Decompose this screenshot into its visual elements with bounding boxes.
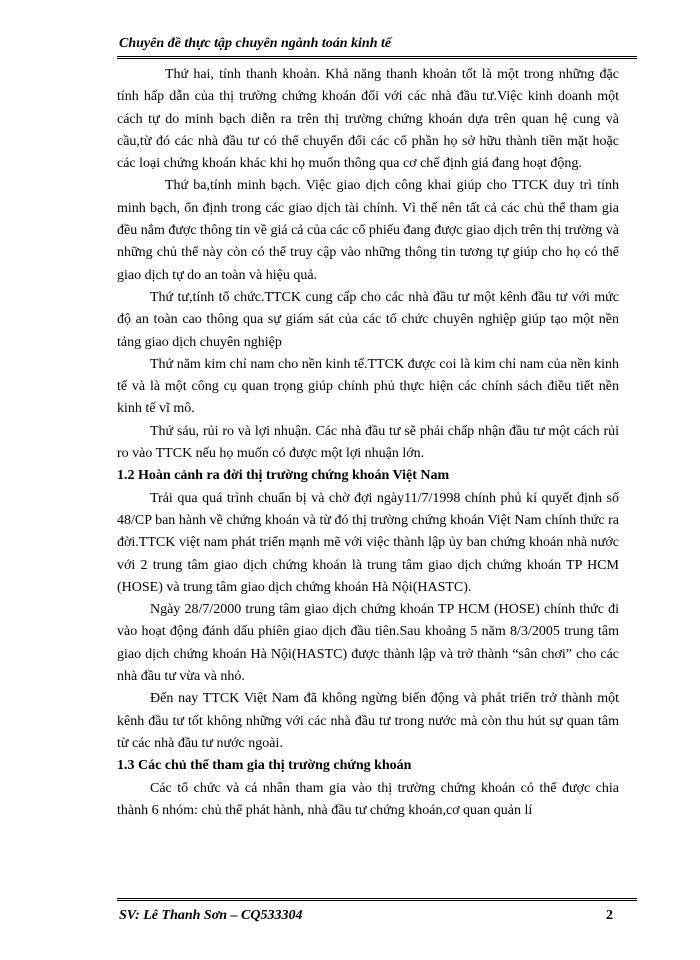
paragraph: Đến nay TTCK Việt Nam đã không ngừng biến động và phát triển trở thành một kênh đầu tư tốt không những với các nhà đầu tư trong nước mà còn thu hút sự quan tâm từ các nhà đầu tư nước ngoài.: [117, 691, 619, 751]
paragraph: Ngày 28/7/2000 trung tâm giao dịch chứng khoán TP HCM (HOSE) chính thức đi vào hoạt động đánh dấu phiên giao dịch đầu tiên.Sau khoảng 5 năm 8/3/2005 trung tâm giao dịch chứng khoán Hà Nội(HASTC) được thành lập và trở thành “sân chơi” cho các nhà đầu tư vừa và nhỏ.: [117, 602, 619, 685]
paragraph: Các tổ chức và cá nhân tham gia vào thị trường chứng khoán có thể được chia thành 6 nhóm: chủ thể phát hành, nhà đầu tư chứng khoán,cơ quan quản lí: [117, 780, 619, 818]
paragraph: Thứ ba,tính minh bạch. Việc giao dịch công khai giúp cho TTCK duy trì tính minh bạch, ổn định trong các giao dịch tài chính. Vì thế nên tất cả các chủ thể tham gia đều nắm được thông tin về giá cả của các cổ phiếu đang được giao dịch trên thị trường và những chủ thể này còn có thể truy cập vào những thông tin tương tự giúp cho họ có thể giao dịch tự do an toàn và hiệu quả.: [117, 178, 619, 283]
page-footer: [117, 898, 637, 927]
header-title: Chuyên đề thực tập chuyên ngành toán kinh tế: [119, 36, 392, 51]
paragraph: Trải qua quá trình chuẩn bị và chờ đợi ngày11/7/1998 chính phủ kí quyết định số 48/CP ban hành về chứng khoán và từ đó thị trường chứng khoán Việt Nam chính thức ra đời.TTCK việt nam phát triển mạnh mẽ với việc thành lập ủy ban chứng khoán nhà nước với 2 trung tâm giao dịch chứng khoán là trung tâm giao dịch chứng khoán TP HCM (HOSE) và trung tâm giao dịch chứng khoán Hà Nội(HASTC).: [117, 490, 619, 595]
section-heading-1-3: 1.3 Các chủ thể tham gia thị trường chứng khoán: [117, 758, 412, 774]
paragraph: Thứ năm kim chỉ nam cho nền kinh tế.TTCK được coi là kim chỉ nam của nền kinh tế và là một công cụ quan trọng giúp chính phủ thực hiện các chính sách điều tiết nền kinh tế vĩ mô.: [117, 356, 619, 417]
section-heading-1-2: 1.2 Hoàn cảnh ra đời thị trường chứng khoán Việt Nam: [117, 468, 450, 484]
page-header: [117, 30, 637, 59]
footer-author: SV: Lê Thanh Sơn – CQ533304: [119, 908, 303, 923]
paragraph: Thứ tư,tính tổ chức.TTCK cung cấp cho các nhà đầu tư một kênh đầu tư với mức độ an toàn cao thông qua sự giám sát của các tổ chức chuyên nghiệp giúp tạo một nền tảng giao dịch chuyên nghiệp: [117, 289, 619, 350]
page-number: 2: [606, 908, 613, 923]
paragraph: Thứ sáu, rủi ro và lợi nhuận. Các nhà đầu tư sẽ phải chấp nhận đầu tư một cách rủi ro vào TTCK nếu họ muốn có được một lợi nhuận lớn.: [117, 423, 619, 462]
page-body: [117, 64, 619, 822]
paragraph: Thứ hai, tính thanh khoản. Khả năng thanh khoản tốt là một trong những đặc tính hấp dẫn của thị trường chứng khoán đối với các nhà đầu tư.Việc kinh doanh một cách tự do minh bạch diễn ra trên thị trường chứng khoán dựa trên quan hệ cung và cầu,từ đó các nhà đầu tư có thể chuyển đổi các cổ phần họ sở hữu thành tiền mặt hoặc các loại chứng khoán khác khi họ muốn thông qua cơ chế định giá đang hoạt động.: [117, 67, 619, 172]
